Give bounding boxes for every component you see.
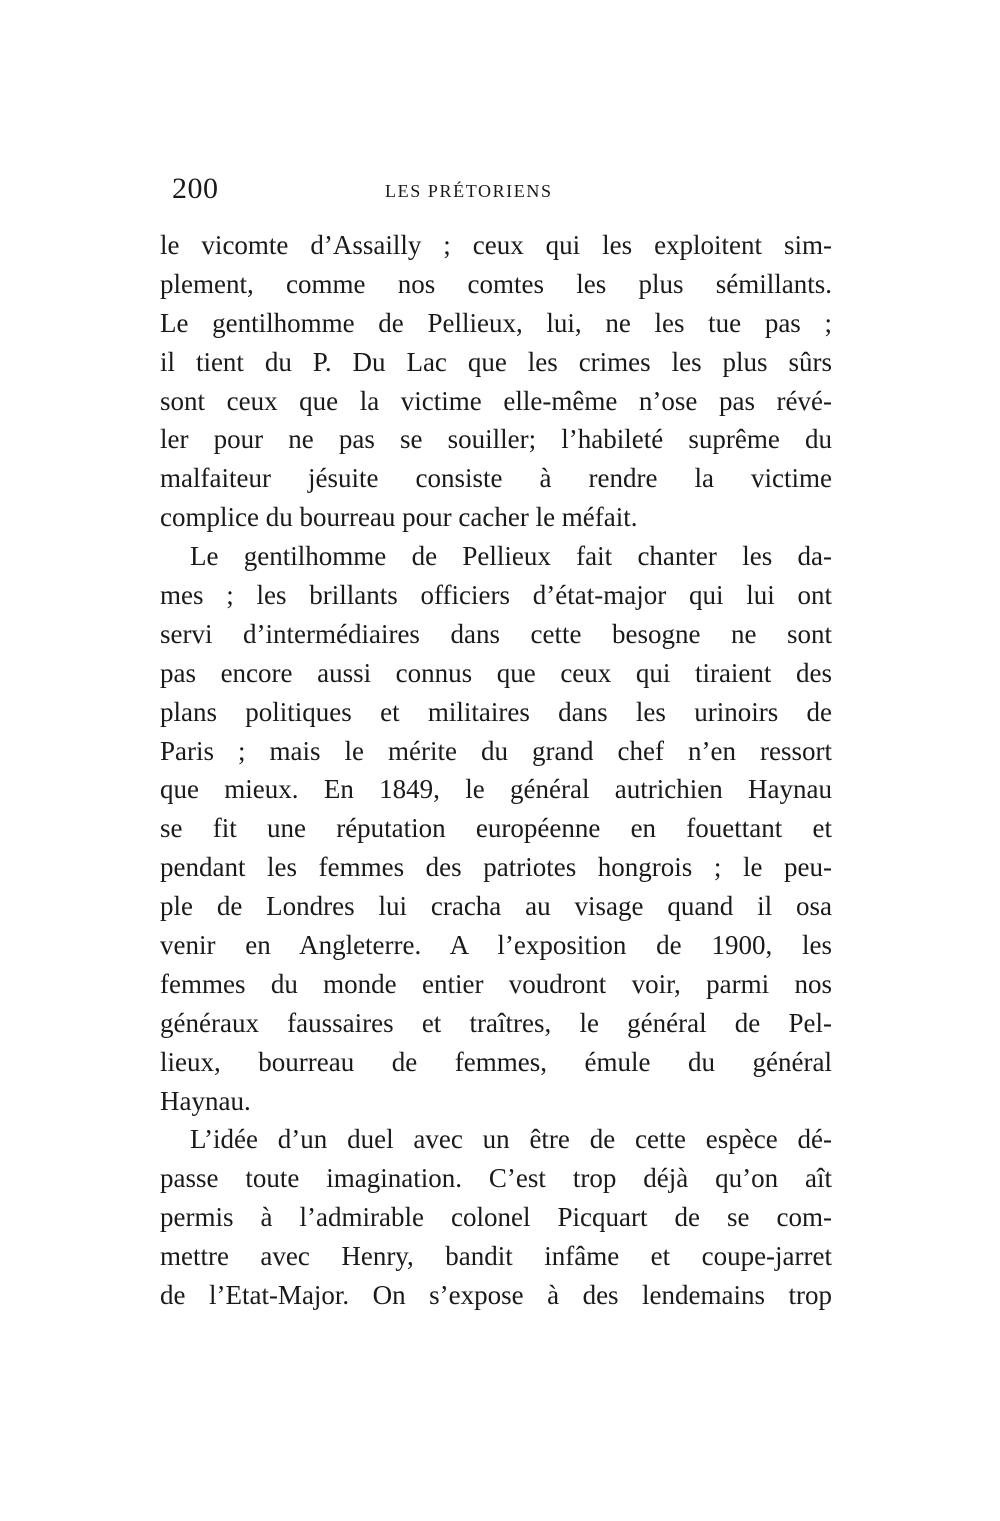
text-line: que mieux. En 1849, le général autrichien Haynau [160,774,832,805]
text-line: Le gentilhomme de Pellieux, lui, ne les tue pas ; [160,307,832,338]
running-title: LES PRÉTORIENS [385,181,553,201]
text-line: pendant les femmes des patriotes hongrois ; le peu- [160,852,832,883]
page-number: 200 [172,172,219,205]
text-line: Haynau. [160,1085,251,1116]
text-line: se fit une réputation européenne en fouettant et [160,813,832,844]
text-line: permis à l’admirable colonel Picquart de se com- [160,1202,832,1233]
text-line: il tient du P. Du Lac que les crimes les plus sûrs [160,346,832,377]
text-line: de l’Etat-Major. On s’expose à des lendemains trop [160,1280,832,1311]
text-line: sont ceux que la victime elle-même n’ose pas révé- [160,385,832,416]
paragraph-start-line: Le gentilhomme de Pellieux fait chanter les da- [190,541,832,572]
text-line: venir en Angleterre. A l’exposition de 1900, les [160,930,832,961]
text-line: lieux, bourreau de femmes, émule du général [160,1046,832,1077]
running-head [170,172,830,212]
text-line: plans politiques et militaires dans les urinoirs de [160,696,832,727]
text-line: passe toute imagination. C’est trop déjà qu’on aît [160,1163,832,1194]
text-line: plement, comme nos comtes les plus sémillants. [160,268,832,299]
text-line: malfaiteur jésuite consiste à rendre la victime [160,463,832,494]
text-line: Paris ; mais le mérite du grand chef n’en ressort [160,735,832,766]
text-line: mes ; les brillants officiers d’état-major qui lui ont [160,580,832,611]
text-line: ple de Londres lui cracha au visage quand il osa [160,891,832,922]
text-line: mettre avec Henry, bandit infâme et coupe-jarret [160,1241,832,1272]
text-line: femmes du monde entier voudront voir, parmi nos [160,968,832,999]
text-line: pas encore aussi connus que ceux qui tiraient des [160,657,832,688]
text-line: généraux faussaires et traîtres, le général de Pel- [160,1007,832,1038]
text-line: complice du bourreau pour cacher le méfait. [160,502,638,533]
body-text [160,226,832,1315]
text-line: ler pour ne pas se souiller; l’habileté suprême du [160,424,832,455]
text-line: le vicomte d’Assailly ; ceux qui les exploitent sim- [160,230,832,260]
paragraph-start-line: L’idée d’un duel avec un être de cette espèce dé- [190,1124,832,1155]
text-line: servi d’intermédiaires dans cette besogne ne sont [160,618,832,649]
